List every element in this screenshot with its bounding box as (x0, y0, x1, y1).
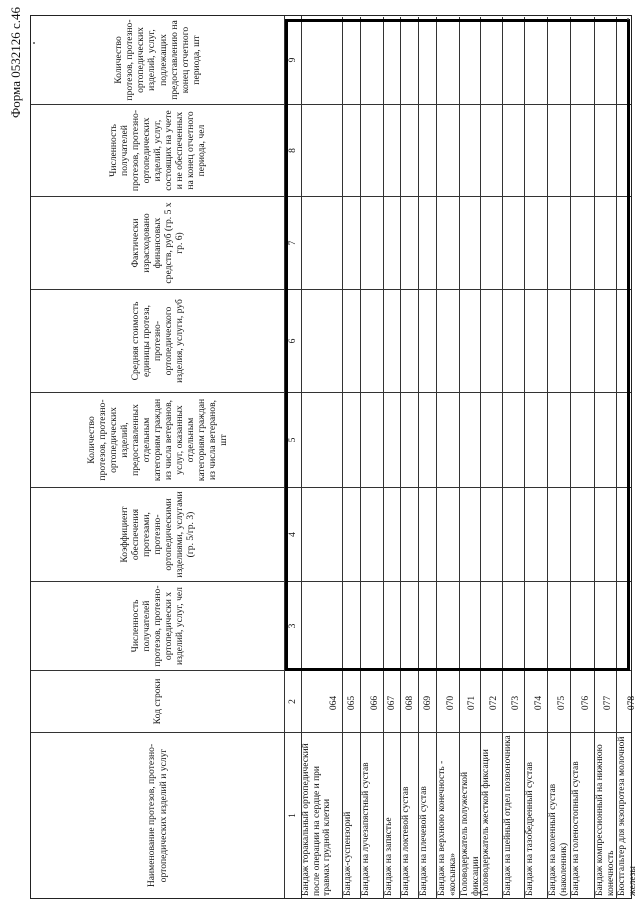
row-name: Бандаж на запястье (384, 817, 394, 896)
row-name: Бандаж на шейный отдел позвоночника (503, 735, 513, 896)
row-name: Головодержатель полужесткой фиксации (460, 771, 481, 896)
column-7 (31, 196, 631, 289)
row-code: 078 (627, 695, 637, 711)
row-code: 076 (581, 695, 591, 711)
column-3 (31, 581, 631, 670)
row-name: Бандаж на локтевой сустав (401, 786, 411, 896)
header-name: Наименование протезов, протезно-ортопедических изделий и услуг (146, 743, 169, 888)
row-name: Бандаж на коленный сустав (наколенник) (548, 783, 569, 896)
header-recipients: Численность получателей протезов, протезно-ортопедически х изделий, услуг, чел (129, 585, 186, 667)
column-6 (31, 289, 631, 392)
form-number-label: Форма 0532126 с.46 (8, 7, 23, 119)
header-number-3: 3 (284, 582, 302, 670)
header-number-6: 6 (284, 290, 302, 392)
row-code: 067 (387, 695, 397, 711)
row-code: 072 (489, 695, 499, 711)
row-code: 073 (511, 695, 521, 711)
column-9 (31, 16, 631, 104)
header-average-cost: Средняя стоимость единицы протеза, протезно-ортопедического изделия, услуги, руб (129, 299, 186, 383)
header-number-4: 4 (284, 488, 302, 581)
header-code: Код строки (151, 678, 163, 725)
row-code: 071 (467, 695, 477, 711)
row-code: 074 (534, 695, 544, 711)
header-number-1: 1 (284, 733, 302, 898)
header-to-be-provided: Количество протезов, протезно-ортопедических изделий, услуг, подлежащих предоставлению на конец отчетного периода, шт (113, 19, 202, 101)
header-actually-spent: Фактически израсходовано финансовых средств, руб (гр. 5 х гр. 6) (129, 202, 186, 284)
header-number-2: 2 (284, 671, 302, 732)
row-name: Бандаж-суспензорий (343, 811, 353, 896)
row-code: 077 (603, 695, 613, 711)
row-code: 068 (405, 695, 415, 711)
scan-speck (627, 18, 629, 20)
header-number-8: 8 (284, 105, 302, 196)
row-name: Бюстгальтер для экзопротеза молочной железы (617, 736, 638, 896)
header-unserved-recipients: Численность получателей протезов, протезно-ортопедических изделий, услуг, состоящих на учете и не обеспеченных на конец отчетного периода, чел (107, 109, 208, 192)
row-code: 066 (370, 695, 380, 711)
header-coefficient: Коэффициент обеспечения протезами, протезно-ортопедическими изделиями, услугами (гр. 5/гр. 3) (118, 491, 197, 578)
row-name: Бандаж на плечевой сустав (419, 786, 429, 896)
header-number-5: 5 (284, 393, 302, 487)
row-name: Головодержатель жесткой фиксации (481, 749, 491, 896)
row-code: 075 (557, 695, 567, 711)
row-code: 065 (347, 695, 357, 711)
header-number-9: 9 (284, 16, 302, 104)
column-4 (31, 487, 631, 581)
header-number-7: 7 (284, 197, 302, 289)
row-name: Бандаж торакальный ортопедический после операции на сердце и при травмах грудной клетки (301, 743, 333, 896)
row-code: 070 (446, 695, 456, 711)
scan-speck (33, 42, 35, 44)
row-name: Бандаж компрессионный на нижнюю конечность (595, 744, 616, 896)
row-name: Бандаж на верхнюю конечность - «косынка» (437, 760, 458, 896)
header-quantity-provided: Количество протезов, протезно-ортопедических изделий, предоставленных отдельным категориям граждан из числа ветеранов, услуг, оказанных отдельным категориям граждан из числа ветеранов, шт (85, 398, 230, 482)
row-name: Бандаж на лучезапястный сустав (361, 762, 371, 896)
column-5 (31, 392, 631, 487)
row-name: Бандаж на тазобедренный сустав (525, 762, 535, 896)
column-8 (31, 104, 631, 196)
row-code: 064 (329, 695, 339, 711)
row-code: 069 (423, 695, 433, 711)
row-name: Бандаж на голеностопный сустав (571, 761, 581, 896)
